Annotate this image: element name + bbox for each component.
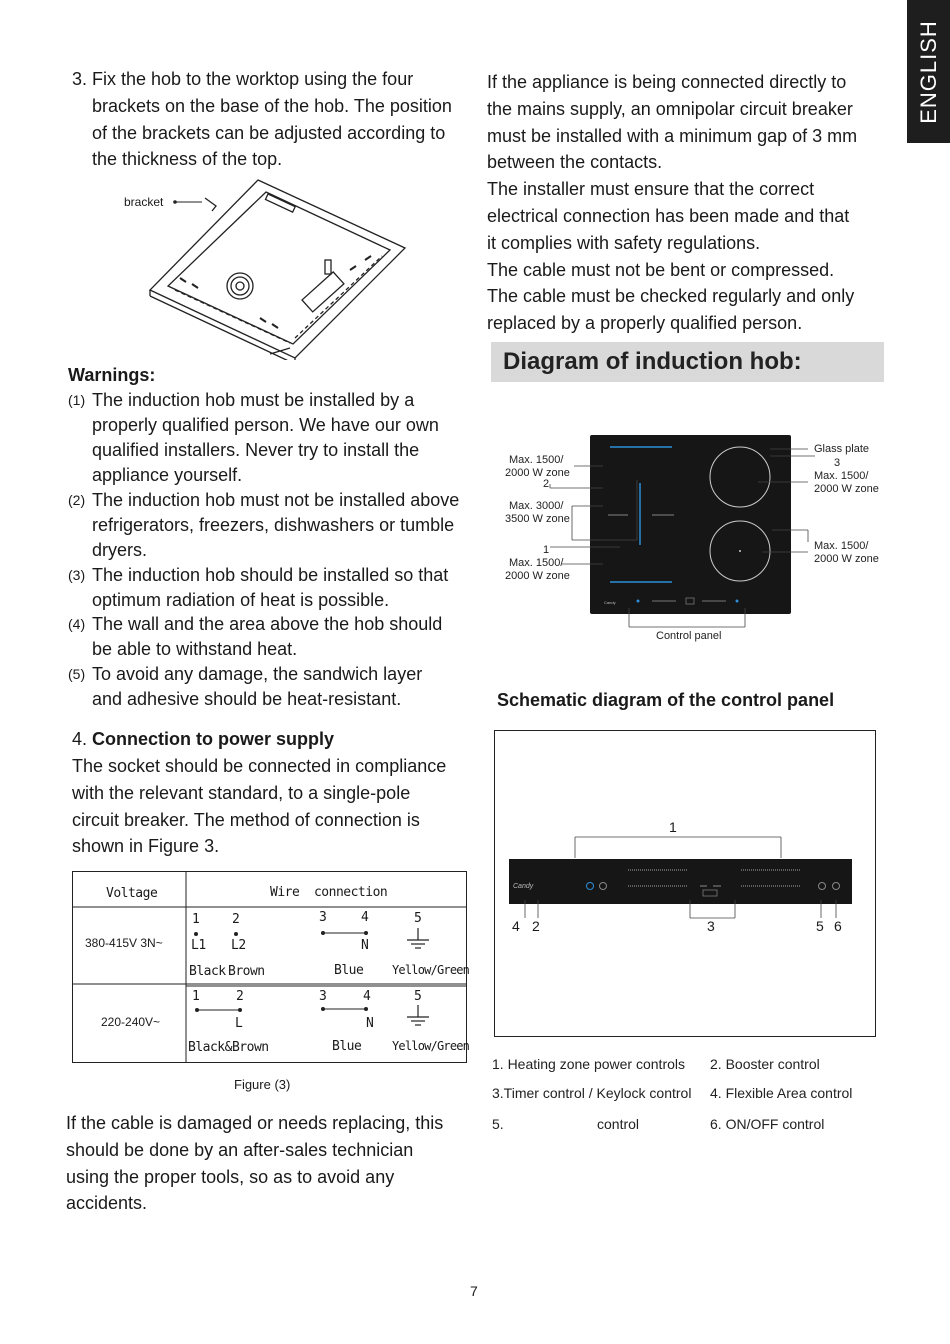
callout-4: 4 — [512, 918, 520, 934]
right-text-line: the mains supply, an omnipolar circuit breaker — [487, 98, 853, 119]
right-text-line: The cable must not be bent or compressed. — [487, 259, 835, 280]
wire-color: Brown — [228, 964, 265, 979]
terminal-number: 2 — [236, 989, 244, 1004]
warning-line: properly qualified person. We have our own — [92, 415, 439, 435]
connection-line: shown in Figure 3. — [72, 836, 220, 857]
hob-label: 2000 W zone — [505, 467, 570, 479]
bracket-label: bracket — [124, 195, 164, 209]
terminal-number: 3 — [319, 989, 327, 1004]
hob-label: 3 — [834, 457, 841, 469]
terminal-label: L2 — [231, 938, 246, 953]
wire-color: Black&Brown — [188, 1040, 269, 1055]
legend-item-6: 6. ON/OFF control — [710, 1116, 825, 1132]
wire-color: Black — [189, 964, 226, 979]
terminal-number: 5 — [414, 989, 422, 1004]
connection-title-text: Connection to power supply — [92, 729, 335, 749]
warning-item-4 — [68, 612, 478, 662]
hob-label: Max. 1500/ — [509, 454, 564, 466]
hob-label: Max. 1500/ — [509, 557, 564, 569]
wiring-table — [72, 871, 470, 1063]
warning-number: (2) — [68, 492, 86, 508]
warning-item-5 — [68, 662, 478, 712]
terminal-number: 1 — [192, 989, 200, 1004]
voltage-cell: 380-415V 3N~ — [85, 936, 163, 950]
warning-number: (4) — [68, 616, 86, 632]
warning-line: optimum radiation of heat is possible. — [92, 590, 390, 610]
cable-note-line: If the cable is damaged or needs replacing, this — [66, 1113, 444, 1133]
wire-color: Blue — [332, 1039, 362, 1054]
warnings-title: Warnings: — [68, 365, 156, 385]
warning-line: To avoid any damage, the sandwich layer — [92, 664, 423, 684]
terminal-number: 4 — [361, 910, 369, 925]
wire-color: Yellow/Green — [392, 963, 470, 977]
wire-color: Yellow/Green — [392, 1039, 470, 1053]
legend-item-5-number: 5. — [492, 1116, 504, 1132]
hob-label: Max. 1500/ — [814, 540, 869, 552]
step3-line: of the brackets can be adjusted according to — [92, 122, 446, 143]
terminal-number: 2 — [232, 912, 240, 927]
step3-line: brackets on the base of the hob. The position — [92, 95, 452, 116]
legend-item-3: 3.Timer control / Keylock control — [492, 1085, 692, 1101]
warning-line: and adhesive should be heat-resistant. — [92, 689, 402, 709]
hob-label: 2000 W zone — [814, 483, 879, 495]
callout-3: 3 — [707, 918, 715, 934]
right-text-line: must be installed with a minimum gap of 3 mm — [487, 125, 858, 146]
warning-item-1 — [68, 388, 478, 488]
mains-connection-text — [487, 69, 892, 337]
right-text-line: If the appliance is being connected directly to — [487, 72, 847, 92]
terminal-label: L1 — [191, 938, 206, 953]
legend-item-1: 1. Heating zone power controls — [492, 1056, 685, 1072]
terminal-label: N — [366, 1016, 374, 1031]
right-text-line: The installer must ensure that the correct — [487, 179, 815, 200]
diagram-heading: Diagram of induction hob: — [503, 348, 802, 375]
warning-number: (3) — [68, 567, 86, 583]
wire-color: Blue — [334, 963, 364, 978]
right-text-line: between the contacts. — [487, 152, 663, 173]
step3-line: the thickness of the top. — [92, 149, 283, 170]
legend-item-2: 2. Booster control — [710, 1056, 820, 1072]
control-panel-brand: Candy — [513, 883, 534, 890]
terminal-number: 3 — [319, 910, 327, 925]
hob-label: Max. 3000/ — [509, 500, 564, 512]
cable-note — [66, 1110, 476, 1217]
right-text-line: electrical connection has been made and that — [487, 205, 850, 226]
warning-number: (5) — [68, 666, 86, 682]
callout-6: 6 — [834, 918, 842, 934]
warning-line: appliance yourself. — [92, 465, 243, 485]
right-text-line: replaced by a properly qualified person. — [487, 313, 803, 334]
hob-label: Max. 1500/ — [814, 470, 869, 482]
connection-line: The socket should be connected in compliance — [72, 756, 447, 776]
hob-label: 2000 W zone — [505, 570, 570, 582]
hob-label: Control panel — [656, 630, 722, 642]
hob-label: 1 — [543, 544, 550, 556]
hob-label: Glass plate — [814, 443, 870, 455]
hob-label: 3500 W zone — [505, 513, 570, 525]
callout-2: 2 — [532, 918, 540, 934]
callout-5: 5 — [816, 918, 824, 934]
legend-item-4: 4. Flexible Area control — [710, 1085, 853, 1101]
legend-item-5-label: control — [597, 1116, 640, 1132]
page-number: 7 — [470, 1283, 478, 1299]
hob-brand-mark: Candy — [604, 600, 616, 605]
language-label: ENGLISH — [915, 19, 941, 124]
connection-text — [72, 753, 472, 860]
callout-1: 1 — [669, 819, 677, 835]
connection-title-number: 4. — [72, 729, 88, 749]
warning-line: be able to withstand heat. — [92, 639, 298, 659]
figure-caption: Figure (3) — [234, 1077, 291, 1092]
right-text-line: The cable must be checked regularly and only — [487, 286, 855, 307]
warning-line: dryers. — [92, 540, 148, 560]
header-wire-connection: Wire connection — [270, 885, 388, 900]
warning-line: The induction hob must be installed by a — [92, 390, 415, 410]
warning-line: The induction hob must not be installed above — [92, 490, 460, 510]
hob-bracket-illustration — [120, 178, 410, 360]
terminal-label: L — [235, 1016, 243, 1031]
right-text-line: it complies with safety regulations. — [487, 232, 761, 253]
diagram-heading-box — [491, 342, 884, 382]
terminal-number: 1 — [192, 912, 200, 927]
warning-line: The wall and the area above the hob should — [92, 614, 443, 634]
warning-line: The induction hob should be installed so that — [92, 565, 449, 585]
header-voltage: Voltage — [106, 886, 158, 901]
cable-note-line: should be done by an after-sales technician — [66, 1139, 414, 1160]
voltage-cell: 220-240V~ — [101, 1015, 161, 1029]
cable-note-line: using the proper tools, so as to avoid any — [66, 1166, 395, 1187]
connection-line: with the relevant standard, to a single-pole — [72, 782, 411, 803]
cable-note-line: accidents. — [66, 1193, 148, 1214]
warning-item-2 — [68, 488, 478, 563]
connection-line: circuit breaker. The method of connection is — [72, 809, 420, 830]
hob-label: 2 — [543, 478, 550, 490]
terminal-number: 4 — [363, 989, 371, 1004]
warning-number: (1) — [68, 392, 86, 408]
hob-label: 2000 W zone — [814, 553, 879, 565]
schematic-title: Schematic diagram of the control panel — [497, 690, 835, 710]
step3-text — [72, 66, 472, 173]
terminal-number: 5 — [414, 911, 422, 926]
language-tab — [907, 0, 950, 143]
warning-line: refrigerators, freezers, dishwashers or tumble — [92, 515, 455, 535]
terminal-label: N — [361, 938, 369, 953]
step3-line: 3. Fix the hob to the worktop using the four — [72, 69, 414, 89]
connection-title — [72, 729, 334, 750]
warning-item-3 — [68, 563, 478, 613]
warning-line: qualified installers. Never try to install the — [92, 440, 420, 460]
